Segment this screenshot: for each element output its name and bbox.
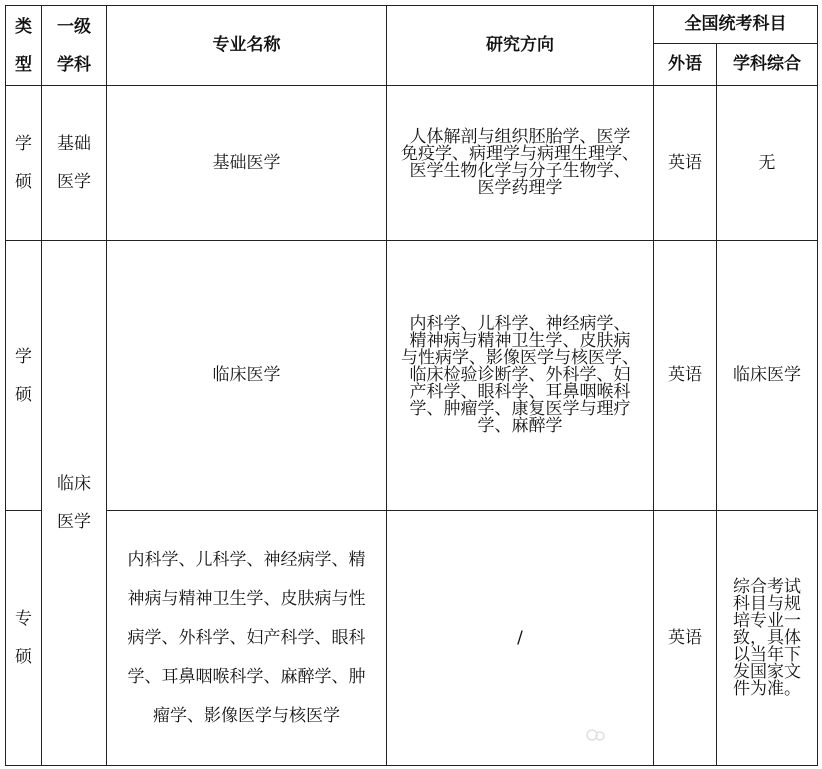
cell-type <box>6 511 42 766</box>
table-row-clinical-medicine-academic <box>6 241 818 511</box>
direction-line: 医学药理学 <box>477 178 563 198</box>
direction-line: 人体解剖与组织胚胎学、医学 <box>409 127 631 147</box>
cell-discipline <box>42 241 107 766</box>
cell-comprehensive: 临床医学 <box>717 241 818 511</box>
header-type-line-1: 类 <box>15 16 32 37</box>
comprehensive-line: 发国家文 <box>733 661 801 682</box>
cell-type <box>6 86 42 241</box>
direction-line: 免疫学、病理学与病理生理学、 <box>401 144 639 164</box>
direction-line: 学、肿瘤学、康复医学与理疗 <box>409 399 631 419</box>
cell-type-line-1: 学 <box>15 346 32 367</box>
major-line: 病学、外科学、妇产科学、眼科 <box>127 627 366 648</box>
header-type <box>6 6 42 86</box>
cell-comprehensive <box>717 511 818 766</box>
comprehensive-line: 以当年下 <box>733 644 801 665</box>
header-discipline-line-1: 一级 <box>57 16 91 37</box>
header-discipline-line-2: 学科 <box>57 54 91 75</box>
cell-discipline-line-2: 医学 <box>57 512 91 532</box>
cell-major: 基础医学 <box>107 86 387 241</box>
major-line: 内科学、儿科学、神经病学、精 <box>127 549 366 570</box>
direction-line: 产科学、眼科学、耳鼻咽喉科 <box>409 382 631 402</box>
cell-major <box>107 511 387 766</box>
cell-direction <box>387 241 654 511</box>
cell-major: 临床医学 <box>107 241 387 511</box>
cell-discipline <box>42 86 107 241</box>
cell-direction: / <box>387 511 654 766</box>
header-type-line-2: 型 <box>15 54 32 75</box>
cell-foreign: 英语 <box>654 241 717 511</box>
header-comprehensive: 学科综合 <box>717 44 818 86</box>
header-major: 专业名称 <box>107 6 387 86</box>
cell-discipline-line-1: 基础 <box>57 134 91 154</box>
direction-line: 医学生物化学与分子生物学、 <box>409 161 631 181</box>
cell-type-line-2: 硕 <box>15 647 32 667</box>
exam-subjects-table <box>5 5 818 766</box>
watermark-icon <box>585 728 607 742</box>
direction-line: 精神病与精神卫生学、皮肤病 <box>409 331 631 351</box>
direction-line: 与性病学、影像医学与核医学、 <box>401 348 639 368</box>
direction-line: 学、麻醉学 <box>477 416 563 436</box>
cell-foreign: 英语 <box>654 511 717 766</box>
comprehensive-line: 综合考试 <box>733 576 801 597</box>
cell-comprehensive: 无 <box>717 86 818 241</box>
header-foreign: 外语 <box>654 44 717 86</box>
header-exam-group: 全国统考科目 <box>654 6 818 44</box>
table-row-clinical-medicine-professional <box>6 511 818 766</box>
cell-type-line-2: 硕 <box>15 172 32 192</box>
cell-foreign: 英语 <box>654 86 717 241</box>
cell-direction <box>387 86 654 241</box>
comprehensive-line: 致，具体 <box>733 627 801 648</box>
direction-line: 内科学、儿科学、神经病学、 <box>409 314 631 334</box>
cell-discipline-line-2: 医学 <box>57 172 91 192</box>
major-line: 瘤学、影像医学与核医学 <box>153 705 340 726</box>
major-line: 神病与精神卫生学、皮肤病与性 <box>127 588 366 609</box>
cell-discipline-line-1: 临床 <box>57 474 91 494</box>
cell-type-line-1: 专 <box>15 609 32 629</box>
direction-line: 临床检验诊断学、外科学、妇 <box>409 365 631 385</box>
comprehensive-line: 件为准。 <box>733 678 801 699</box>
cell-type-line-1: 学 <box>15 134 32 154</box>
header-discipline <box>42 6 107 86</box>
table-row-basic-medicine <box>6 86 818 241</box>
header-direction: 研究方向 <box>387 6 654 86</box>
cell-type-line-2: 硕 <box>15 384 32 405</box>
cell-type <box>6 241 42 511</box>
comprehensive-line: 培专业一 <box>733 610 801 631</box>
major-line: 学、耳鼻咽喉科学、麻醉学、肿 <box>127 666 366 687</box>
header-row-1 <box>6 6 818 44</box>
comprehensive-line: 科目与规 <box>733 593 801 614</box>
